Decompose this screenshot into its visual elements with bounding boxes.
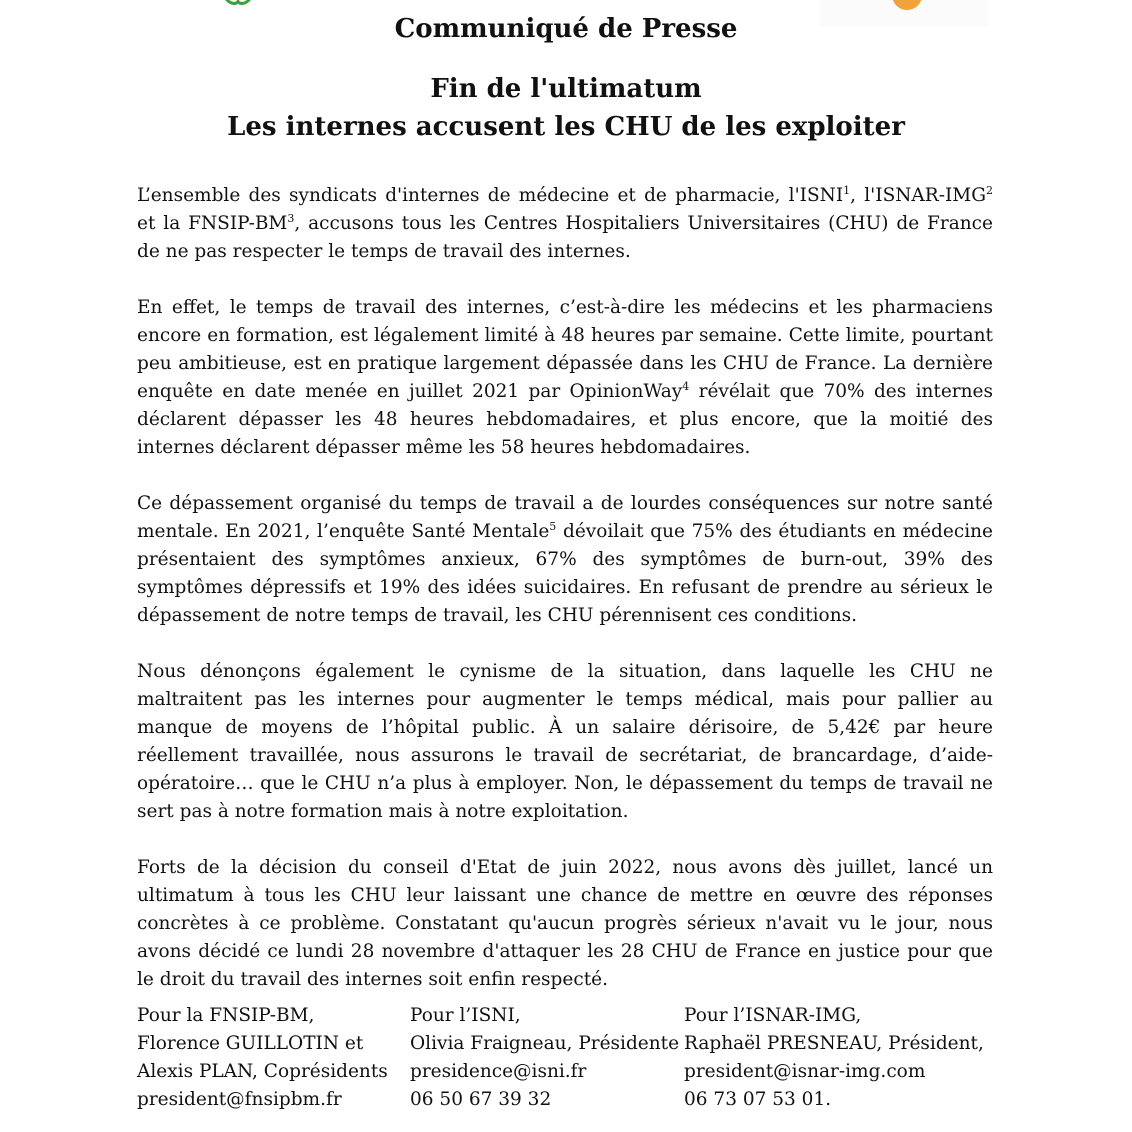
logo-left-partial bbox=[216, 0, 260, 8]
signature-name-role: Raphaël PRESNEAU, Président, bbox=[684, 1033, 984, 1054]
paragraph-1-part-a: L’ensemble des syndicats d'internes de médecine et de pharmacie, l'ISNI bbox=[137, 185, 844, 206]
document-type-title: Communiqué de Presse bbox=[394, 14, 738, 44]
signature-fnsip-bm bbox=[137, 1002, 388, 1114]
paragraph-1 bbox=[137, 182, 993, 266]
signature-isni bbox=[410, 1002, 679, 1114]
signature-phone: 06 50 67 39 32 bbox=[410, 1089, 552, 1110]
paragraph-2-part-b: révélait que 70% des internes déclarent dépasser les 48 heures hebdomadaires, et plus encore, que la moitié des internes déclarent dépasser même les 58 heures hebdomadaires. bbox=[137, 381, 993, 458]
logo-left-graphic bbox=[216, 0, 260, 8]
logo-sun-icon bbox=[892, 0, 922, 10]
signature-names-role: Alexis PLAN, Coprésidents bbox=[137, 1061, 388, 1082]
paragraph-3-part-a: Ce dépassement organisé du temps de travail a de lourdes conséquences sur notre santé mentale. En 2021, l’enquête Santé Mentale bbox=[137, 493, 993, 542]
paragraph-2 bbox=[137, 294, 993, 462]
signature-email: president@isnar-img.com bbox=[684, 1061, 926, 1082]
footnote-ref-1: 1 bbox=[843, 183, 851, 197]
headline-line-1: Fin de l'ultimatum bbox=[430, 74, 702, 104]
paragraph-2-part-a: En effet, le temps de travail des internes, c’est-à-dire les médecins et les pharmaciens encore en formation, est légalement limité à 48 heures par semaine. Cette limite, pourtant peu ambitieuse, est en pratique largement dépassée dans les CHU de France. La dernière enquête en date menée en juillet 2021 par OpinionWay bbox=[137, 297, 993, 402]
paragraph-4: Nous dénonçons également le cynisme de la situation, dans laquelle les CHU ne maltraitent pas les internes pour augmenter le temps médical, mais pour pallier au manque de moyens de l’hôpital public. À un salaire dérisoire, de 5,42€ par heure réellement travaillée, nous assurons le travail de secrétariat, de brancardage, d’aide-opératoire… que le CHU n’a plus à employer. Non, le dépassement du temps de travail ne sert pas à notre formation mais à notre exploitation. bbox=[137, 661, 993, 822]
signature-org: Pour la FNSIP-BM, bbox=[137, 1005, 315, 1026]
signature-names: Florence GUILLOTIN et bbox=[137, 1033, 364, 1054]
headline-line-2: Les internes accusent les CHU de les exploiter bbox=[227, 112, 905, 142]
press-release-body bbox=[137, 182, 993, 1022]
signature-name-role: Olivia Fraigneau, Présidente bbox=[410, 1033, 680, 1054]
signature-email: president@fnsipbm.fr bbox=[137, 1089, 342, 1110]
signature-email: presidence@isni.fr bbox=[410, 1061, 587, 1082]
signature-isnar-img bbox=[684, 1002, 984, 1114]
footnote-ref-4: 4 bbox=[682, 379, 690, 393]
paragraph-1-part-c: et la FNSIP-BM bbox=[137, 213, 288, 234]
paragraph-1-part-b: , l'ISNAR-IMG bbox=[850, 185, 986, 206]
signature-phone: 06 73 07 53 01. bbox=[684, 1089, 832, 1110]
paragraph-5: Forts de la décision du conseil d'Etat de juin 2022, nous avons dès juillet, lancé un ultimatum à tous les CHU leur laissant une chance de mettre en œuvre des réponses concrètes à ce problème. Constatant qu'aucun progrès sérieux n'avait vu le jour, nous avons décidé ce lundi 28 novembre d'attaquer les 28 CHU de France en justice pour que le droit du travail des internes soit enfin respecté. bbox=[137, 857, 993, 990]
paragraph-3 bbox=[137, 490, 993, 630]
footnote-ref-2: 2 bbox=[986, 183, 993, 197]
headline bbox=[0, 70, 1132, 146]
paragraph-1-part-d: , accusons tous les Centres Hospitaliers Universitaires (CHU) de France de ne pas respecter le temps de travail des internes. bbox=[137, 213, 993, 262]
signature-org: Pour l’ISNAR-IMG, bbox=[684, 1005, 862, 1026]
paragraph-3-part-b: dévoilait que 75% des étudiants en médecine présentaient des symptômes anxieux, 67% des symptômes de burn-out, 39% des symptômes dépressifs et 19% des idées suicidaires. En refusant de prendre au sérieux le dépassement de notre temps de travail, les CHU pérennisent ces conditions. bbox=[137, 521, 993, 626]
footnote-ref-5: 5 bbox=[549, 519, 557, 533]
signature-org: Pour l’ISNI, bbox=[410, 1005, 521, 1026]
footnote-ref-3: 3 bbox=[287, 211, 295, 225]
